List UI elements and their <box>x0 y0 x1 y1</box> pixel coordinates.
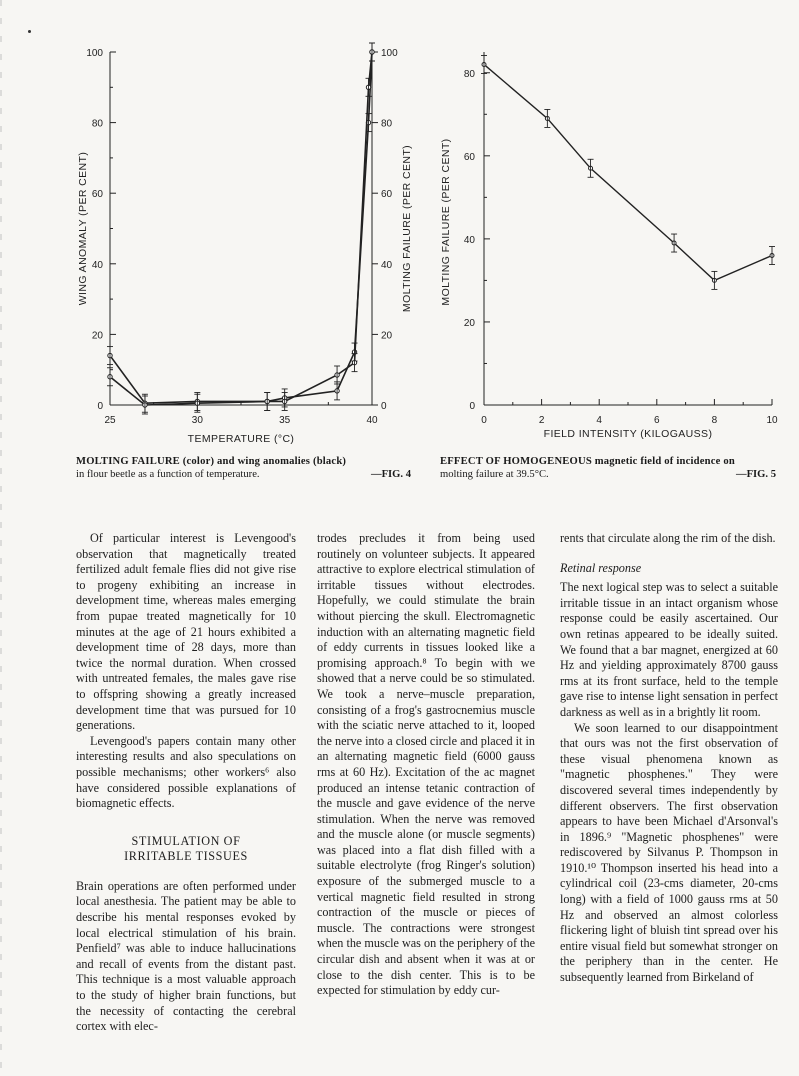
fig5-chart <box>0 0 799 460</box>
x-axis-title: FIELD INTENSITY (KILOGAUSS) <box>543 428 713 440</box>
section-heading-line1: STIMULATION OF <box>131 833 241 848</box>
x-tick-label: 30 <box>191 415 203 426</box>
paragraph: Levengood's papers contain many other interesting results and also speculations on possible mechanisms; other workers⁶ also have considered possible explanations of biomagnetic effects. <box>76 733 296 811</box>
paragraph: We soon learned to our disappointment that ours was not the first observation of these visual phenomena known as "magnetic phosphenes." They were discovered several times independently by different observers. The first observation appears to have been Michael d'Arsonval's in 1896.⁹ "Magnetic phosphenes" were rediscovered by Silvanus P. Thompson in 1910.¹⁰ Thompson inserted his head into a cylindrical coil (23-cms diameter, 20-cms long) with a field of 1000 gauss rms at 50 Hz and observed an almost colorless flickering light of bluish tint spread over his entire visual field but somewhat stronger on the periphery than in the center. He subsequently learned from Birkeland of <box>560 720 778 985</box>
y-tick-label-right: 60 <box>381 189 393 201</box>
y-tick-label-right: 100 <box>381 48 398 59</box>
x-tick-label: 8 <box>711 415 718 426</box>
x-tick-label: 0 <box>481 415 487 426</box>
x-tick-label: 40 <box>366 415 378 426</box>
section-heading-line2: IRRITABLE TISSUES <box>124 849 248 864</box>
fig5-number: —FIG. 5 <box>735 469 776 480</box>
paragraph: Brain operations are often performed under local anesthesia. The patient may be able to describe his mental responses evoked by local electrical stimulation of his brain. Penfield⁷ was able to induce hallucinations and recall of events from the distant past. This technique is a most valuable approach to the study of higher brain functions, but the necessity of contacting the cerebral cortex with elec- <box>76 878 296 1034</box>
y-tick-label: 40 <box>463 234 475 246</box>
y-tick-label-left: 100 <box>86 48 103 59</box>
y-tick-label-left: 20 <box>91 330 103 342</box>
x-tick-label: 6 <box>654 415 660 426</box>
paragraph: rents that circulate along the rim of the dish. <box>560 531 776 545</box>
article-column-1 <box>76 531 296 1035</box>
fig4-caption-lead: MOLTING FAILURE (color) and wing anomalies (black) <box>76 456 347 467</box>
y-axis-title-left: WING ANOMALY (PER CENT) <box>77 151 89 306</box>
article-column-3 <box>560 531 778 986</box>
y-tick-label: 80 <box>463 68 475 80</box>
x-tick-label: 4 <box>596 415 602 426</box>
series-line-0 <box>484 64 772 280</box>
y-tick-label-left: 40 <box>91 259 103 271</box>
y-tick-label-right: 40 <box>381 259 393 271</box>
paragraph: The next logical step was to select a suitable irritable tissue in an intact organism whose response could be easily ascertained. Our own retinas appeared to be ideally suited. We found that a bar magnet, energized at 60 Hz and yielding approximately 8700 gauss rms at its front surface, held to the temple gave rise to intense light sensation in perfect darkness as well as in a brightly lit room. <box>560 580 778 719</box>
y-axis-title: MOLTING FAILURE (PER CENT) <box>440 138 452 306</box>
y-axis-title-right: MOLTING FAILURE (PER CENT) <box>401 144 413 313</box>
fig4-caption-rest: in flour beetle as a function of temperature. <box>76 469 260 480</box>
subheading: Retinal response <box>560 560 642 575</box>
y-tick-label-right: 20 <box>381 330 393 342</box>
y-tick-label: 60 <box>463 151 475 163</box>
y-tick-label-left: 0 <box>97 401 103 412</box>
x-tick-label: 10 <box>766 415 778 426</box>
article-column-2 <box>317 531 535 999</box>
y-tick-label-right: 0 <box>381 401 387 412</box>
fig5-caption-lead: EFFECT OF HOMOGENEOUS magnetic field of incidence on <box>440 456 735 467</box>
y-tick-label: 20 <box>463 317 475 329</box>
y-tick-label-left: 60 <box>91 189 103 201</box>
fig5-caption-rest: molting failure at 39.5°C. <box>440 469 549 480</box>
paragraph: trodes precludes it from being used routinely on volunteer subjects. It appeared attractive to explore electrical stimulation of irritable tissues without electrodes. Hopefully, we could stimulate the brain without piercing the skull. Electromagnetic induction with an alternating magnetic field of eddy currents in tissues looked like a promising approach.⁸ To begin with we showed that a nerve could be so stimulated. We took a nerve–muscle preparation, consisting of a frog's gastrocnemius muscle with the sciatic nerve attached to it, looped the nerve into a closed circle and placed it in an alternating magnetic field (6000 gauss rms at 60 Hz). Excitation of the ac magnet produced an intense tetanic contraction of the muscle and gave evidence of the nerve stimulation. When the nerve was removed and the muscle alone (or muscle segments) was placed into a flat dish filled with a suitable electrolyte (frog Ringer's solution) exposure of the submerged muscle to a vertical magnetic field resulted in strong contraction of the muscle or pieces of muscle. The contractions were strongest when the muscle was on the periphery of the circular dish and absent when it was at or close to the dish center. This is to be expected for stimulation by eddy cur- <box>317 531 535 998</box>
x-axis-title: TEMPERATURE (°C) <box>187 433 295 445</box>
y-tick-label-left: 80 <box>91 118 103 130</box>
paragraph: Of particular interest is Levengood's observation that magnetically treated fertilized adult female flies did not give rise to progeny exhibiting an increase in development time, whereas males emerging from pupae treated magnetically for 10 minutes at the age of 21 hours exhibited a development time of 28 days, more than twice the normal duration. When crossed with untreated females, the males gave rise to offspring showing a greatly increased development time that was pursued for 10 generations. <box>76 531 296 733</box>
fig5-caption <box>440 455 776 481</box>
y-tick-label: 0 <box>469 401 475 412</box>
x-tick-label: 2 <box>538 415 545 426</box>
fig4-number: —FIG. 4 <box>370 469 411 480</box>
y-tick-label-right: 80 <box>381 118 393 130</box>
x-tick-label: 25 <box>104 415 116 426</box>
fig4-caption <box>76 455 411 481</box>
x-tick-label: 35 <box>279 415 291 426</box>
